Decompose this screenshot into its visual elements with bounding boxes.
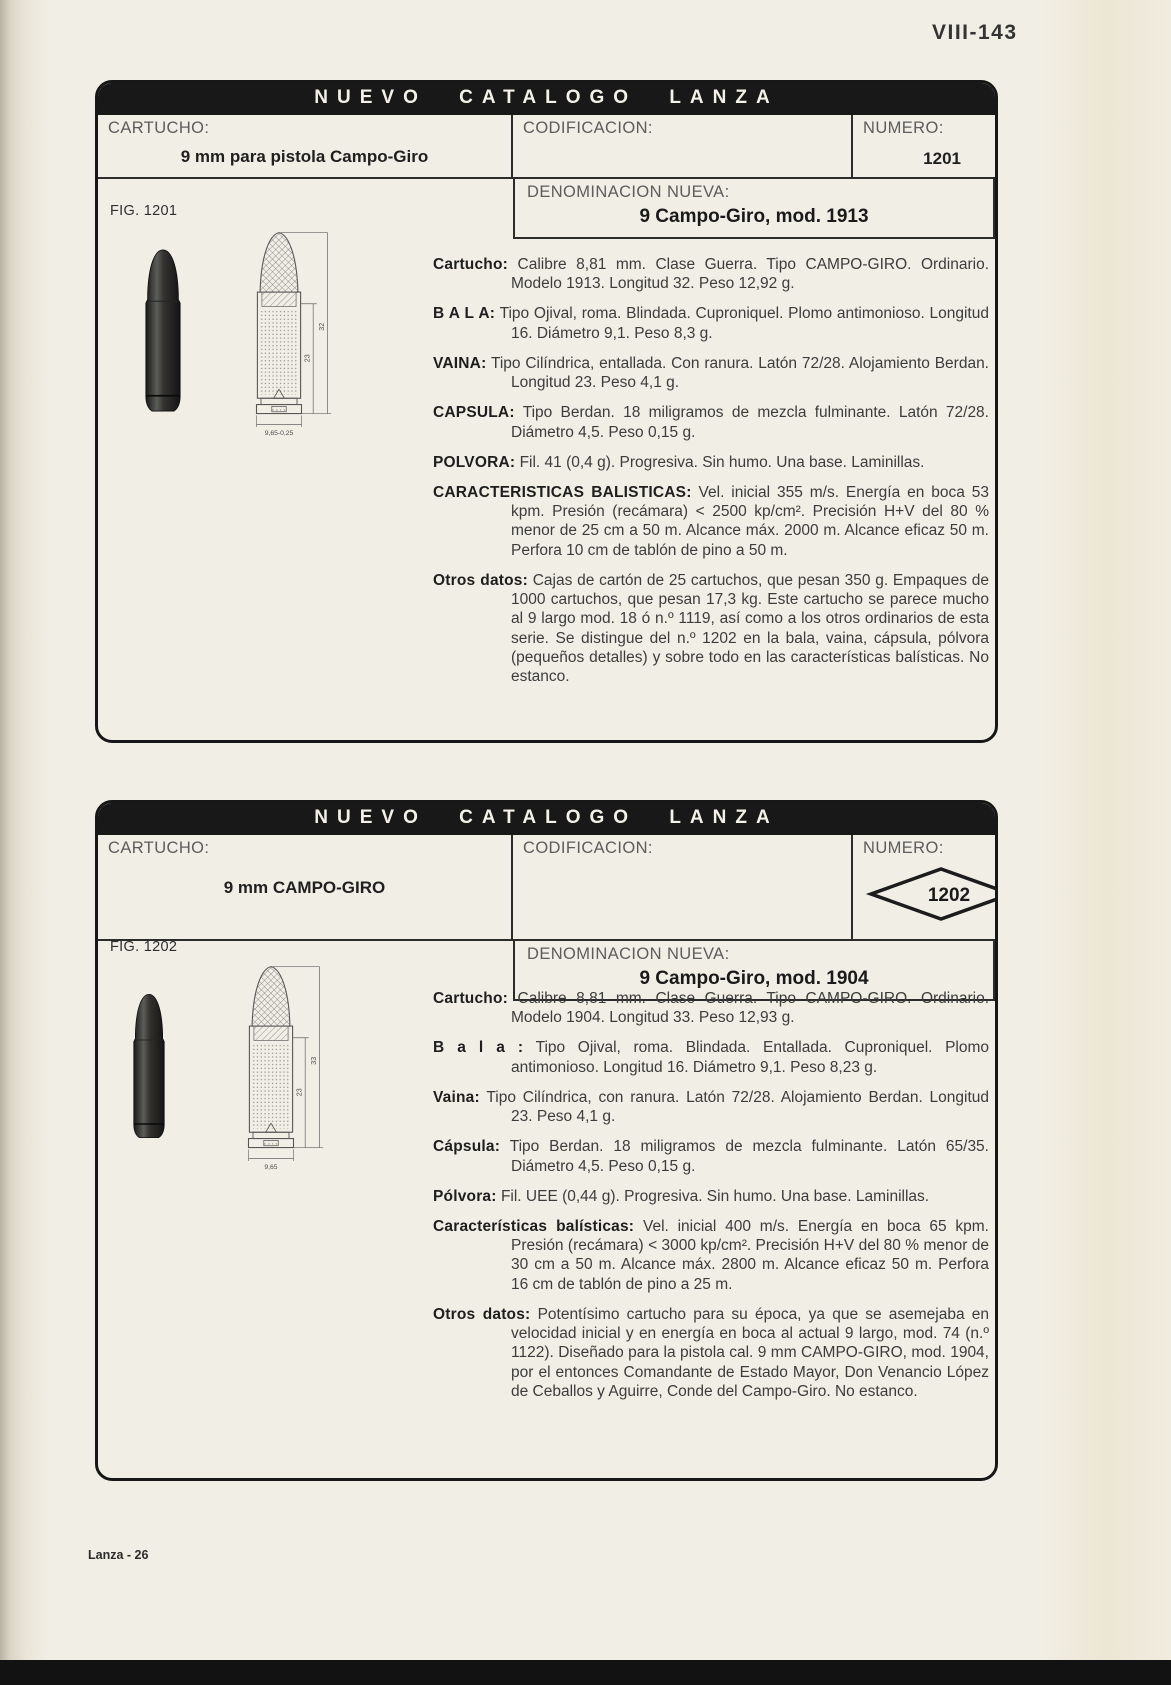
dim-base-diameter: 9,65 <box>264 1164 278 1172</box>
dim-total-length: 33 <box>309 1056 318 1065</box>
denominacion-label: DENOMINACION NUEVA: <box>527 945 730 963</box>
spec-list <box>433 255 989 686</box>
spec-text: Fil. 41 (0,4 g). Progresiva. Sin humo. Una base. Laminillas. <box>519 453 925 471</box>
denominacion-box <box>513 179 995 239</box>
numero-label: NUMERO: <box>863 839 944 857</box>
numero-value: 1202 <box>927 885 971 906</box>
numero-diamond-icon <box>865 865 998 923</box>
cartucho-value: 9 mm para pistola Campo-Giro <box>180 147 429 166</box>
spec-label: CARACTERISTICAS BALISTICAS: <box>433 483 692 501</box>
spec-paragraph <box>433 304 989 342</box>
spec-paragraph <box>433 255 989 293</box>
numero-cell <box>853 115 995 177</box>
spec-text: Calibre 8,81 mm. Clase Guerra. Tipo CAMPO-GIRO. Ordinario. Modelo 1913. Longitud 32. Peso 12,92 g. <box>511 256 989 293</box>
spec-paragraph <box>433 403 989 441</box>
denominacion-value: 9 Campo-Giro, mod. 1913 <box>639 206 869 227</box>
spec-paragraph <box>433 1137 989 1175</box>
figure-label: FIG. 1202 <box>110 939 178 955</box>
cartridge-diagram <box>226 961 334 1173</box>
spec-label: Cartucho: <box>433 990 508 1007</box>
spec-label: VAINA: <box>433 354 487 372</box>
spec-label: Pólvora: <box>433 1187 497 1205</box>
spec-text: Calibre 8,81 mm. Clase Guerra. Tipo CAMPO-GIRO. Ordinario. Modelo 1904. Longitud 33. Peso 12,93 g. <box>511 990 989 1027</box>
spec-list <box>433 989 989 1401</box>
spec-text: Cajas de cartón de 25 cartuchos, que pesan 350 g. Empaques de 1000 cartuchos, que pesan 17,3 kg. Este cartucho se parece mucho al 9 largo mod. 18 ó n.º 1119, así como a los otros ordinarios de esta serie. Se distingue del n.º 1202 en la bala, vaina, cápsula, pólvora (pequeños detalles) y sobre todo en las características balísticas. No estanco. <box>511 571 990 685</box>
spec-label: Otros datos: <box>433 571 528 589</box>
cartridge-diagram <box>234 227 342 439</box>
spec-text: Tipo Ojival, roma. Blindada. Cuproniquel. Plomo antimonioso. Longitud 16. Diámetro 9,1. Peso 8,3 g. <box>499 305 989 342</box>
spec-text: Fil. UEE (0,44 g). Progresiva. Sin humo. Una base. Laminillas. <box>500 1187 930 1205</box>
cartucho-cell <box>98 835 513 939</box>
catalog-banner: NUEVO CATALOGO LANZA <box>98 83 995 115</box>
page-number: VIII-143 <box>932 21 1018 44</box>
spec-text: Tipo Cilíndrica, con ranura. Latón 72/28. Alojamiento Berdan. Longitud 23. Peso 4,1 g. <box>486 1088 989 1126</box>
cartucho-value: 9 mm CAMPO-GIRO <box>223 878 386 897</box>
spec-label: POLVORA: <box>433 453 516 471</box>
codificacion-cell <box>513 115 853 177</box>
cartridge-photo <box>125 975 173 1165</box>
spec-label: Otros datos: <box>433 1305 531 1323</box>
catalog-banner: NUEVO CATALOGO LANZA <box>98 803 995 835</box>
catalog-card-1201 <box>95 80 998 743</box>
spec-text: Tipo Cilíndrica, entallada. Con ranura. Latón 72/28. Alojamiento Berdan. Longitud 23. Peso 4,1 g. <box>490 354 989 392</box>
dim-case-length: 23 <box>294 1088 304 1097</box>
catalog-card-1202 <box>95 800 998 1481</box>
denominacion-value: 9 Campo-Giro, mod. 1904 <box>639 968 869 989</box>
numero-label: NUMERO: <box>863 119 944 137</box>
spec-paragraph <box>433 1305 989 1401</box>
spec-paragraph <box>433 1187 989 1206</box>
spec-paragraph <box>433 989 989 1027</box>
dim-base-diameter: 9,65-0,25 <box>264 430 294 438</box>
spec-label: Cartucho: <box>433 256 508 273</box>
codificacion-label: CODIFICACION: <box>523 839 653 857</box>
spec-paragraph <box>433 483 989 560</box>
denominacion-label: DENOMINACION NUEVA: <box>527 183 730 201</box>
cartridge-photo <box>136 241 190 429</box>
dim-total-length: 32 <box>317 322 326 331</box>
codificacion-cell <box>513 835 853 939</box>
numero-cell <box>853 835 995 939</box>
spec-label: Características balísticas: <box>433 1217 635 1235</box>
spec-paragraph <box>433 1217 989 1294</box>
spec-text: Potentísimo cartucho para su época, ya que se asemejaba en velocidad inicial y en energía en boca al actual 9 largo, mod. 74 (n.º 1122). Diseñado para la pistola cal. 9 mm CAMPO-GIRO, mod. 1904, por el entonces Comandante de Estado Mayor, Don Venancio López de Ceballos y Aguirre, Conde del Campo-Giro. No estanco. <box>511 1305 990 1400</box>
cartucho-label: CARTUCHO: <box>108 839 210 857</box>
header-row <box>98 835 995 941</box>
codificacion-label: CODIFICACION: <box>523 119 653 137</box>
spec-text: Tipo Ojival, roma. Blindada. Entallada. Cuproniquel. Plomo antimonioso. Longitud 16. Diámetro 9,1. Peso 8,23 g. <box>511 1039 990 1076</box>
spec-paragraph <box>433 354 989 392</box>
spec-paragraph <box>433 453 989 472</box>
page-footer: Lanza - 26 <box>88 1548 149 1562</box>
spec-label: B A L A: <box>433 305 496 323</box>
spec-label: Vaina: <box>433 1088 480 1106</box>
spec-paragraph <box>433 1038 989 1076</box>
spec-paragraph <box>433 571 989 686</box>
spec-text: Tipo Berdan. 18 miligramos de mezcla fulminante. Latón 72/28. Diámetro 4,5. Peso 0,15 g. <box>511 404 989 441</box>
spec-text: Vel. inicial 355 m/s. Energía en boca 53 kpm. Presión (recámara) < 2500 kp/cm². Precisión H+V del 80 % menor de 25 cm a 50 m. Alcance máx. 2000 m. Alcance eficaz 50 m. Perfora 10 cm de tablón de pino a 50 m. <box>511 483 990 559</box>
scan-bottom-bar <box>0 1660 1171 1685</box>
spec-label: CAPSULA: <box>433 404 515 422</box>
spec-text: Tipo Berdan. 18 miligramos de mezcla fulminante. Latón 65/35. Diámetro 4,5. Peso 0,15 g. <box>509 1138 989 1175</box>
spec-paragraph <box>433 1088 989 1126</box>
spec-text: Vel. inicial 400 m/s. Energía en boca 65 kpm. Presión (recámara) < 3000 kp/cm². Precisión H+V del 80 % menor de 30 cm a 50 m. Alcance máx. 2800 m. Alcance eficaz 50 m. Perfora 16 cm de tablón de pino a 25 m. <box>511 1217 989 1293</box>
cartucho-cell <box>98 115 513 177</box>
spec-label: B a l a : <box>433 1039 524 1057</box>
cartucho-label: CARTUCHO: <box>108 119 210 137</box>
numero-value: 1201 <box>923 149 961 168</box>
figure-label: FIG. 1201 <box>110 203 178 219</box>
dim-case-length: 23 <box>302 354 312 363</box>
spec-label: Cápsula: <box>433 1138 501 1156</box>
header-row <box>98 115 995 179</box>
